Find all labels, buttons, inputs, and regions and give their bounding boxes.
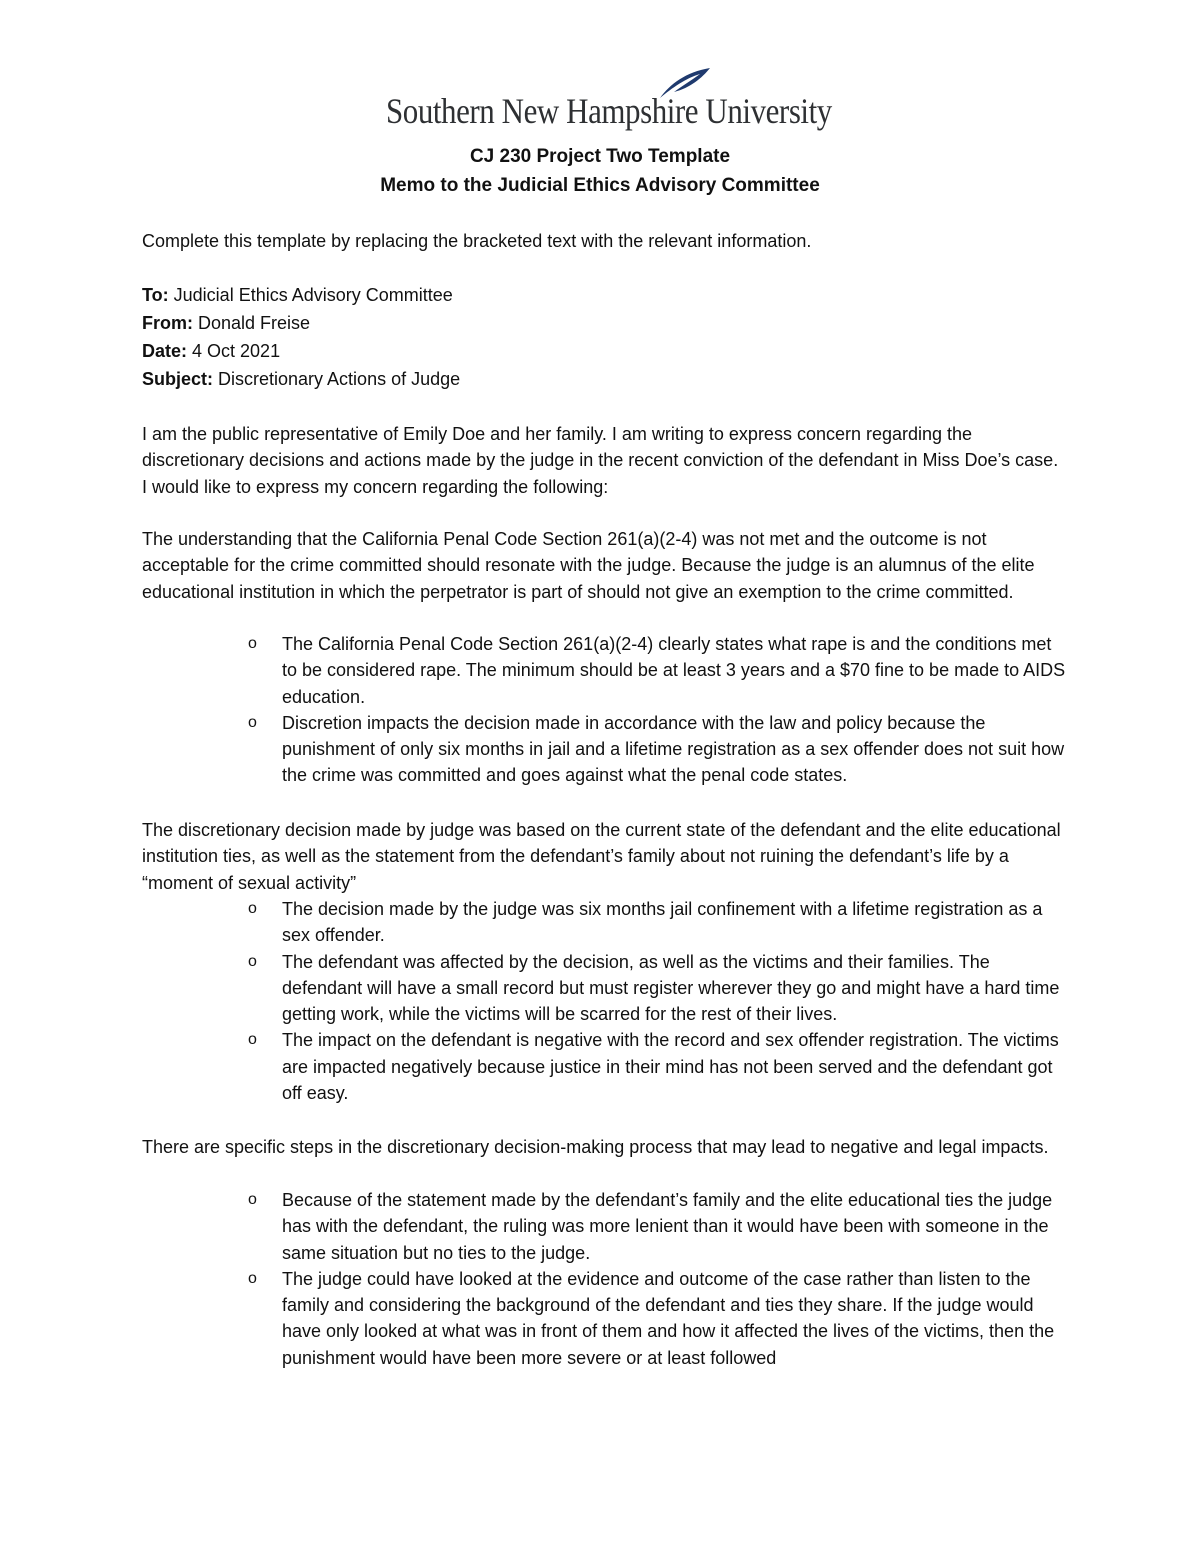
university-logo (386, 66, 832, 136)
bullet-marker: o (248, 952, 257, 970)
list-item: o The defendant was affected by the decision, as well as the victims and their families. The defendant will have a small record but must register wherever they go and might have a hard time getting work, while the victims will be scarred for the rest of their lives. (248, 949, 1068, 1028)
instructions-text: Complete this template by replacing the bracketed text with the relevant information. (142, 231, 812, 251)
intro-paragraph: I am the public representative of Emily Doe and her family. I am writing to express concern regarding the discretionary decisions and actions made by the judge in the recent conviction of the defendant in Miss Doe’s case. I would like to express my concern regarding the following: (142, 424, 1059, 497)
document-title: CJ 230 Project Two Template (469, 146, 731, 167)
memo-to-value: Judicial Ethics Advisory Committee (168, 285, 453, 305)
list-item: o Because of the statement made by the defendant’s family and the elite educational ties the judge has with the defendant, the ruling was more lenient than it would have been with someone in the same situation but no ties to the judge. (248, 1187, 1068, 1266)
memo-date-value: 4 Oct 2021 (187, 341, 281, 361)
document-subtitle: Memo to the Judicial Ethics Advisory Committee (380, 175, 820, 196)
memo-subject-line (142, 366, 460, 392)
list-item: o The California Penal Code Section 261(a)(2-4) clearly states what rape is and the conditions met to be considered rape. The minimum should be at least 3 years and a $70 fine to be made to AIDS education. (248, 631, 1068, 710)
section-1-bullets (248, 631, 1068, 789)
section-3-bullets (248, 1187, 1068, 1371)
memo-subject-label: Subject: (142, 369, 214, 389)
memo-to-line (142, 282, 453, 308)
section-2-bullets (248, 896, 1068, 1106)
list-item: o The impact on the defendant is negative with the record and sex offender registration. The victims are impacted negatively because justice in their mind has not been served and the defendant got off easy. (248, 1027, 1068, 1106)
memo-date-line (142, 338, 280, 364)
bullet-marker: o (248, 1191, 257, 1208)
section-2-paragraph: The discretionary decision made by judge was based on the current state of the defendant and the elite educational institution ties, as well as the statement from the defendant’s family about not ruining the defendant’s life by a “moment of sexual activity” (142, 820, 1061, 893)
logo-wordmark: Southern New Hampshire University (386, 91, 832, 131)
list-item: o The judge could have looked at the evidence and outcome of the case rather than listen to the family and considering the background of the defendant and ties they share. If the judge would have only looked at what was in front of them and how it affected the lives of the victims, then the punishment would have been more severe or at least followed (248, 1266, 1068, 1371)
memo-subject-value: Discretionary Actions of Judge (213, 369, 461, 389)
section-3-paragraph: There are specific steps in the discretionary decision-making process that may lead to negative and legal impacts. (142, 1137, 1049, 1157)
bullet-marker: o (248, 635, 257, 652)
bullet-marker: o (248, 1031, 257, 1049)
memo-from-line (142, 310, 310, 336)
memo-to-label: To: (142, 285, 169, 305)
memo-from-value: Donald Freise (193, 313, 311, 333)
bullet-marker: o (248, 900, 257, 917)
bullet-marker: o (248, 713, 257, 731)
list-item: o Discretion impacts the decision made in accordance with the law and policy because the punishment of only six months in jail and a lifetime registration as a sex offender does not suit how the crime was committed and goes against what the penal code states. (248, 710, 1068, 789)
bullet-marker: o (248, 1269, 257, 1287)
memo-from-label: From: (142, 313, 193, 333)
section-1-paragraph: The understanding that the California Penal Code Section 261(a)(2-4) was not met and the outcome is not acceptable for the crime committed should resonate with the judge. Because the judge is an alumnus of the elite educational institution in which the perpetrator is part of should not give an exemption to the crime committed. (142, 529, 1035, 602)
memo-date-label: Date: (142, 341, 188, 361)
list-item: o The decision made by the judge was six months jail confinement with a lifetime registration as a sex offender. (248, 896, 1068, 949)
